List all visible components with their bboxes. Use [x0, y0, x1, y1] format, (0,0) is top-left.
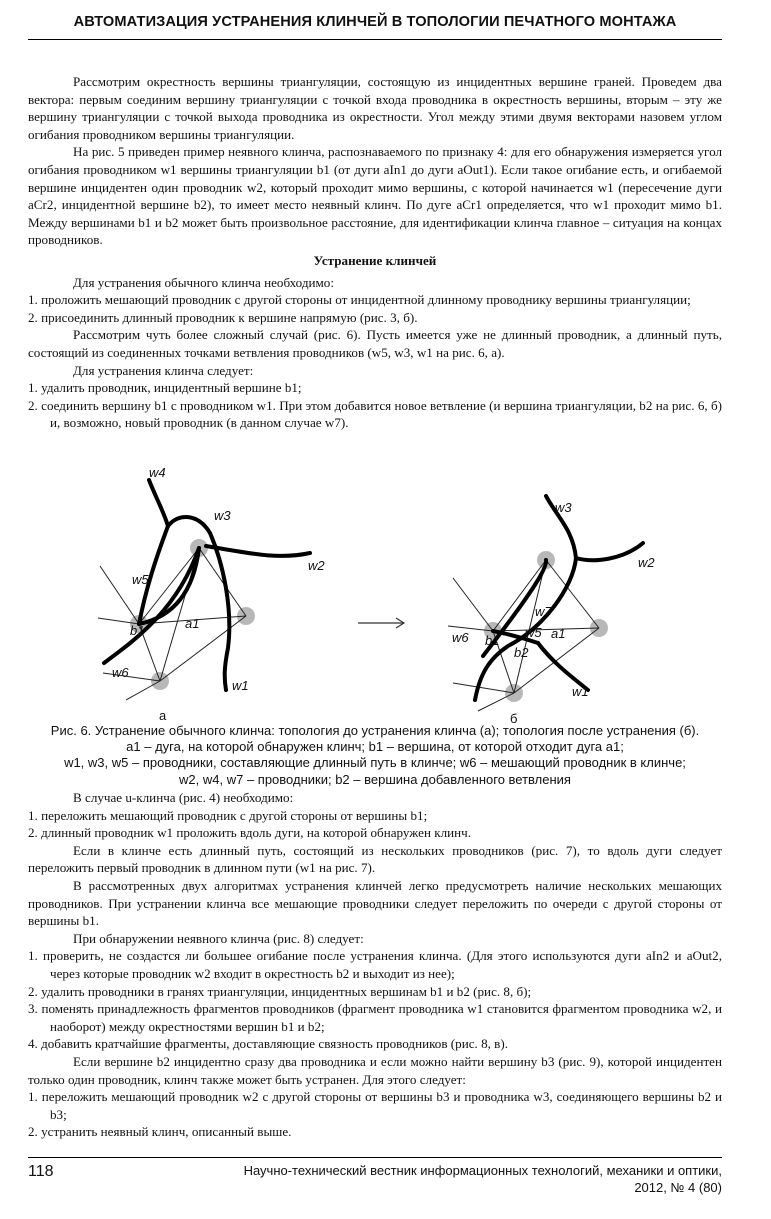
label-w5: w5 [132, 572, 149, 587]
list-item: 1. проложить мешающий проводник с другой стороны от инцидентной длинному проводнику вершины триангуляции; [28, 292, 691, 308]
list-item: 2. присоединить длинный проводник к вершине напрямую (рис. 3, б). [28, 309, 418, 325]
paragraph-9: При обнаружении неявного клинча (рис. 8) следует: [73, 930, 364, 946]
conductor-w4 [149, 480, 168, 526]
section-title: Устранение клинчей [313, 252, 437, 268]
label-b1: b1 [485, 633, 500, 648]
list-item: 1. удалить проводник, инцидентный вершине b1; [28, 380, 302, 396]
conductors-b [475, 496, 643, 700]
label-a1: a1 [185, 616, 200, 631]
label-w3: w3 [555, 500, 572, 515]
paragraph-10: Если вершине b2 инцидентно сразу два проводника и если можно найти вершину b3 (рис. 9), которой инцидентен только один проводник, клинч также может быть устранен. Для этого следует: [28, 1053, 722, 1087]
conductor-w2 [206, 546, 310, 556]
label-a1: a1 [551, 626, 566, 641]
conductor-w1 [538, 643, 588, 690]
label-b2: b2 [514, 645, 529, 660]
list-item: 4. добавить кратчайшие фрагменты, доставляющие связность проводников (рис. 8, в). [28, 1036, 508, 1052]
caption-line: a1 – дуга, на которой обнаружен клинч; b1 – вершина, от которой отходит дуга a1; [126, 739, 624, 755]
label-w1: w1 [232, 678, 249, 693]
label-w2: w2 [638, 555, 655, 570]
body-top [28, 73, 722, 432]
label-b1: b1 [130, 623, 145, 638]
panel-label-b: б [510, 711, 518, 726]
transition-arrow [358, 618, 404, 628]
label-w5: w5 [525, 625, 542, 640]
caption-line: w1, w3, w5 – проводники, составляющие длинный путь в клинче; w6 – мешающий проводник в клинче; [64, 755, 686, 771]
header-rule [28, 39, 722, 40]
paragraph-3: Для устранения обычного клинча необходимо: [73, 274, 334, 290]
figure-panel-b [448, 496, 655, 726]
footer-rule [28, 1157, 722, 1158]
journal-issue: 2012, № 4 (80) [634, 1179, 722, 1195]
list-item: 1. переложить мешающий проводник w2 с другой стороны от вершины b3 и проводника w3, соединяющего вершины b2 и b3; [28, 1089, 722, 1122]
running-header: АВТОМАТИЗАЦИЯ УСТРАНЕНИЯ КЛИНЧЕЙ В ТОПОЛОГИИ ПЕЧАТНОГО МОНТАЖА [73, 14, 677, 30]
label-w7: w7 [535, 604, 552, 619]
label-w6: w6 [452, 630, 469, 645]
paragraph-1: Рассмотрим окрестность вершины триангуляции, состоящую из инцидентных вершине граней. Проведем два вектора: первым соединим вершину триангуляции с точкой входа проводника в окрестность вершины, вторым – эту же вершину триангуляции с точкой выхода проводника из окрестности. Угол между этими двумя векторами назовем углом огибания проводником вершины триангуляции. [28, 74, 722, 142]
label-w2: w2 [308, 558, 325, 573]
label-w6: w6 [112, 665, 129, 680]
paragraph-6: В случае u-клинча (рис. 4) необходимо: [73, 790, 294, 805]
figure-6 [28, 468, 722, 726]
body-bottom [28, 789, 722, 1141]
paragraph-8: В рассмотренных двух алгоритмах устранения клинчей легко предусмотреть наличие нескольких мешающих проводников. При устранении клинча все мешающие проводники следует переложить по очереди с другой стороны от вершины b1. [28, 877, 722, 929]
paragraph-4: Рассмотрим чуть более сложный случай (рис. 6). Пусть имеется уже не длинный проводник, а длинный путь, состоящий из соединенных точками ветвления проводников (w5, w3, w1 на рис. 6, а). [28, 327, 722, 360]
figure-panel-a [98, 468, 325, 723]
list-item: 2. соединить вершину b1 с проводником w1. При этом добавится новое ветвление (и вершина триангуляции, b2 на рис. 6, б) и, возможно, новый проводник (в данном случае w7). [28, 397, 722, 431]
list-item: 2. длинный проводник w1 проложить вдоль дуги, на которой обнаружен клинч. [28, 825, 471, 841]
paragraph-2: На рис. 5 приведен пример неявного клинча, распознаваемого по признаку 4: для его обнаружения измеряется угол огибания проводником w1 вершины триангуляции b1 (от дуги aIn1 до дуги aOut1). Если такое огибание есть, и огибаемой вершине инцидентен один проводник w2, который проходит мимо вершины, с которой начинается w1 (пересечение дуги aCr2, инцидентной вершине b2), то имеет место неявный клинч. По дуге aCr1 определяется, что w1 проходит мимо b1. Между вершинами b1 и b2 может быть произвольное расстояние, для идентификации клинча главное – ситуация на концах проводников. [28, 144, 722, 248]
list-item: 1. переложить мешающий проводник с другой стороны от вершины b1; [28, 807, 428, 823]
caption-line: w2, w4, w7 – проводники; b2 – вершина добавленного ветвления [179, 771, 571, 787]
conductor-w2 [576, 543, 643, 560]
page-number: 118 [28, 1163, 54, 1180]
list-item: 2. устранить неявный клинч, описанный выше. [28, 1124, 292, 1140]
list-item: 1. проверить, не создастся ли большее огибание после устранения клинча. (Для этого используются дуги aIn2 и aOut2, через которые проводник w2 входит в окрестность b2 и выходит из нее); [28, 948, 722, 981]
label-w4: w4 [149, 468, 166, 480]
journal-name [244, 1163, 722, 1196]
label-w1: w1 [572, 684, 589, 699]
figure-caption [28, 723, 722, 788]
label-w3: w3 [214, 508, 231, 523]
journal-line: Научно-технический вестник информационных технологий, механики и оптики, [243, 1163, 722, 1178]
panel-label-a: а [159, 708, 167, 723]
paragraph-5: Для устранения клинча следует: [73, 362, 254, 378]
list-item: 3. поменять принадлежность фрагментов проводников (фрагмент проводника w1 становится фрагментом проводника w2, и наоборот) между окрестностями вершин b1 и b2; [28, 1001, 722, 1034]
paragraph-7: Если в клинче есть длинный путь, состоящий из нескольких проводников (рис. 7), то вдоль дуги следует переложить первый проводник в длинном пути (w1 на рис. 7). [28, 842, 722, 876]
list-item: 2. удалить проводники в гранях триангуляции, инцидентных вершинам b1 и b2 (рис. 8, б); [28, 983, 532, 999]
caption-line: Рис. 6. Устранение обычного клинча: топология до устранения клинча (а); топология после устранения (б). [50, 723, 700, 738]
